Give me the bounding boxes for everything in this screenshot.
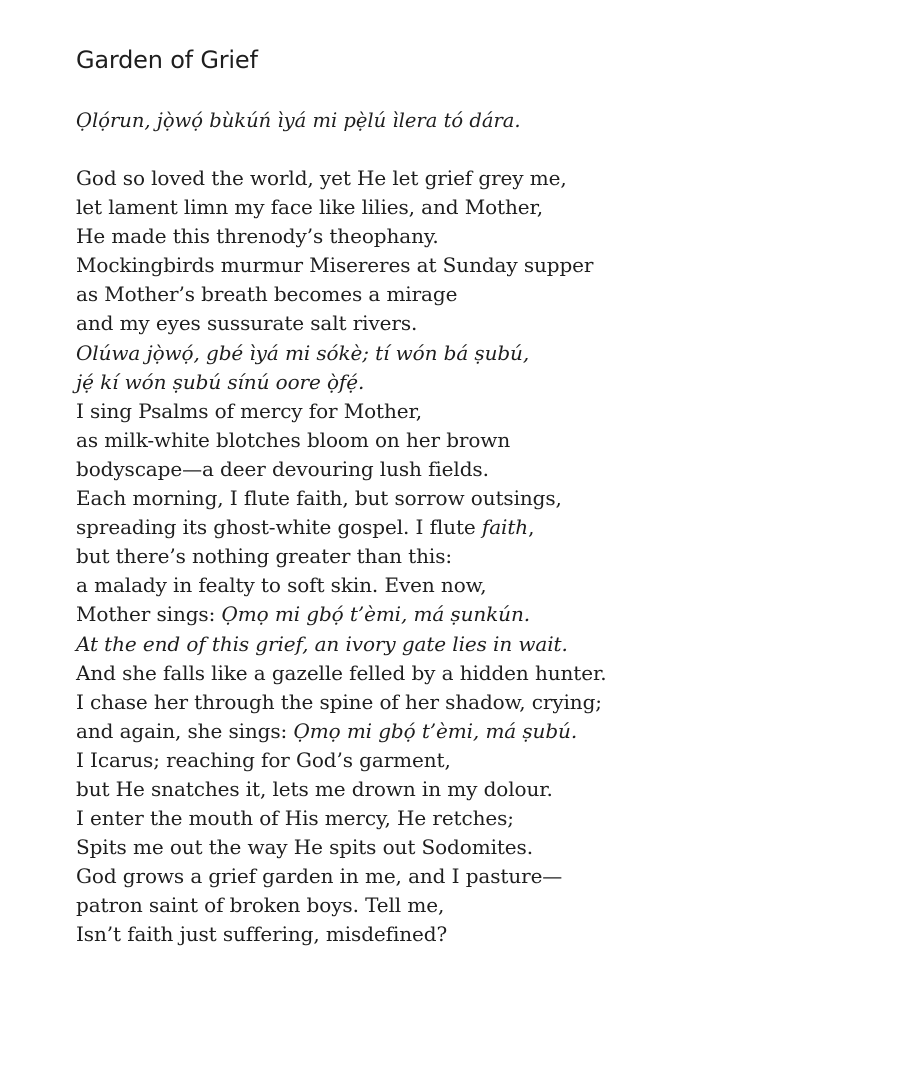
poem-line-italic-text: Ọmọ mi gbọ́ t’èmi, má ṣunkún.: [221, 602, 530, 627]
poem-line: [76, 717, 876, 746]
poem-line-text: and again, she sings:: [76, 718, 294, 743]
poem-line: God grows a grief garden in me, and I pasture—: [76, 864, 563, 889]
poem-line: Mockingbirds murmur Misereres at Sunday supper: [76, 253, 594, 278]
poem-line-text: ,: [528, 515, 535, 540]
poem-line: jẹ́ kí wón ṣubú sínú oore ọ̀fẹ́.: [76, 369, 365, 394]
poem-line: as Mother’s breath becomes a mirage: [76, 282, 458, 307]
poem-line: Isn’t faith just suffering, misdefined?: [76, 922, 448, 947]
poem-line: Each morning, I flute faith, but sorrow outsings,: [76, 486, 562, 511]
poem-container: [76, 40, 876, 950]
poem-line: let lament limn my face like lilies, and Mother,: [76, 195, 544, 220]
poem-line: [76, 600, 876, 629]
poem-line: Olúwa jọ̀wọ́, gbé ìyá mi sókè; tí wón bá ṣubú,: [76, 340, 530, 365]
poem-line: but there’s nothing greater than this:: [76, 544, 452, 569]
poem-line: but He snatches it, lets me drown in my dolour.: [76, 776, 553, 801]
poem-line: and my eyes sussurate salt rivers.: [76, 311, 418, 336]
poem-line: patron saint of broken boys. Tell me,: [76, 893, 445, 918]
poem-line-italic-text: Ọmọ mi gbọ́ t’èmi, má ṣubú.: [293, 718, 578, 743]
poem-line: I Icarus; reaching for God’s garment,: [76, 747, 451, 772]
poem-line: I chase her through the spine of her shadow, crying;: [76, 689, 602, 714]
poem-line: as milk-white blotches bloom on her brown: [76, 427, 511, 452]
poem-line: At the end of this grief, an ivory gate lies in wait.: [76, 631, 568, 656]
poem-line-text: spreading its ghost-white gospel. I flute: [76, 515, 482, 540]
poem-line: [76, 513, 876, 542]
poem-line: I sing Psalms of mercy for Mother,: [76, 398, 423, 423]
poem-line: bodyscape—a deer devouring lush fields.: [76, 456, 489, 481]
poem-line: And she falls like a gazelle felled by a hidden hunter.: [76, 660, 607, 685]
poem-line: Spits me out the way He spits out Sodomites.: [76, 835, 533, 860]
poem-title: Garden of Grief: [76, 46, 258, 74]
poem-line-text: Mother sings:: [76, 602, 222, 627]
poem-line-italic-text: faith: [481, 515, 529, 540]
poem-epigraph: Ọlọ́run, jọ̀wọ́ bùkúń ìyá mi pẹ̀lú ìlera tó dára.: [76, 109, 521, 132]
poem-line: He made this threnody’s theophany.: [76, 224, 439, 249]
poem-line: God so loved the world, yet He let grief grey me,: [76, 166, 567, 190]
poem-line: a malady in fealty to soft skin. Even now,: [76, 573, 487, 598]
poem-stanza: [76, 164, 876, 950]
poem-line: I enter the mouth of His mercy, He retches;: [76, 806, 514, 831]
